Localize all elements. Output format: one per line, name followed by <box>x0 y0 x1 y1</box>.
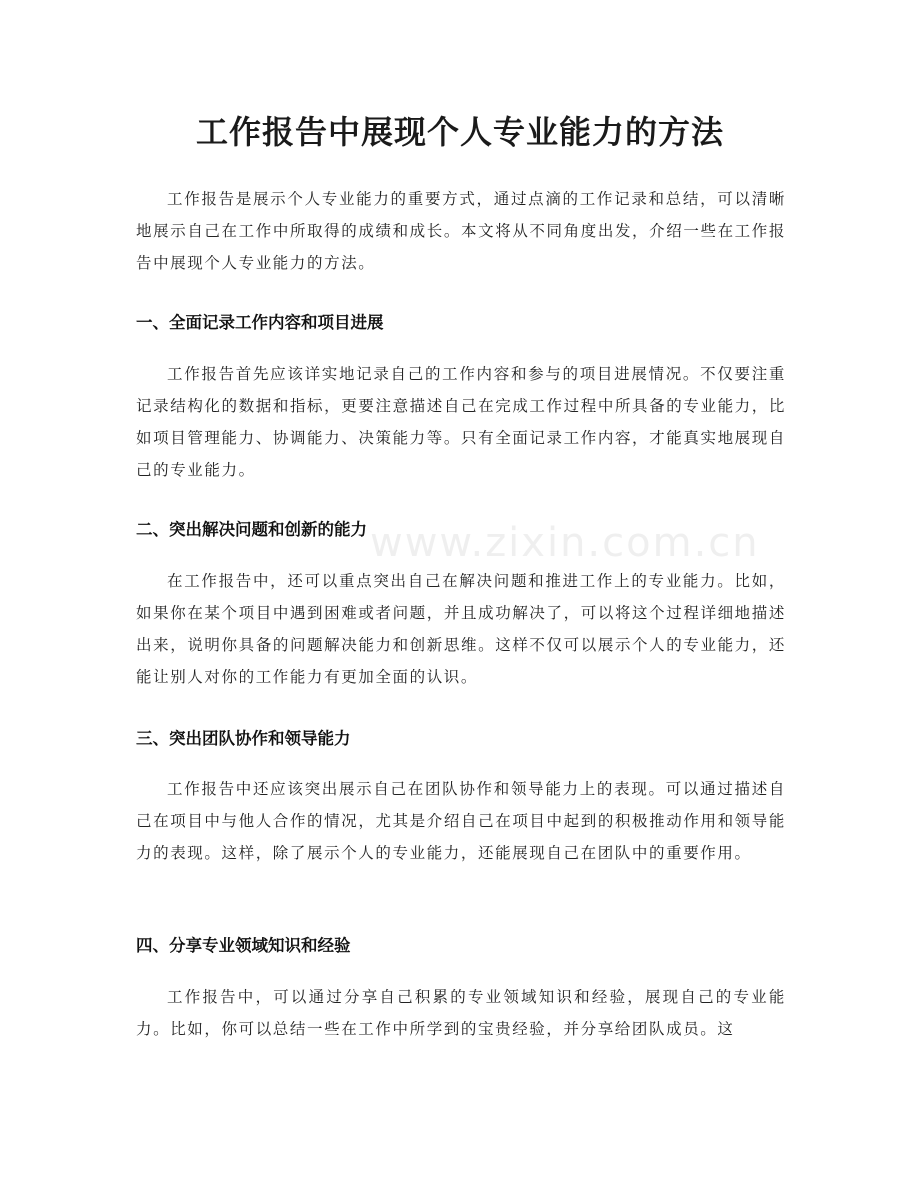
section-body-1: 工作报告首先应该详实地记录自己的工作内容和参与的项目进展情况。不仅要注重记录结构化的数据和指标，更要注意描述自己在完成工作过程中所具备的专业能力，比如项目管理能力、协调能力、决策能力等。只有全面记录工作内容，才能真实地展现自己的专业能力。 <box>136 365 786 479</box>
section-heading-4: 四、分享专业领域知识和经验 <box>136 936 351 955</box>
section-body-3: 工作报告中还应该突出展示自己在团队协作和领导能力上的表现。可以通过描述自己在项目中与他人合作的情况，尤其是介绍自己在项目中起到的积极推动作用和领导能力的表现。这样，除了展示个人的专业能力，还能展现自己在团队中的重要作用。 <box>136 780 786 862</box>
intro-paragraph: 工作报告是展示个人专业能力的重要方式，通过点滴的工作记录和总结，可以清晰地展示自己在工作中所取得的成绩和成长。本文将从不同角度出发，介绍一些在工作报告中展现个人专业能力的方法。 <box>136 190 786 272</box>
section-heading-3: 三、突出团队协作和领导能力 <box>136 729 351 748</box>
section-heading-2: 二、突出解决问题和创新的能力 <box>136 520 367 539</box>
watermark: www.zixin.com.cn <box>370 520 760 566</box>
section-body-2: 在工作报告中，还可以重点突出自己在解决问题和推进工作上的专业能力。比如，如果你在某个项目中遇到困难或者问题，并且成功解决了，可以将这个过程详细地描述出来，说明你具备的问题解决能力和创新思维。这样不仅可以展示个人的专业能力，还能让别人对你的工作能力有更加全面的认识。 <box>136 572 786 686</box>
section-heading-1: 一、全面记录工作内容和项目进展 <box>136 313 384 332</box>
page-title: 工作报告中展现个人专业能力的方法 <box>195 113 724 151</box>
section-body-4: 工作报告中，可以通过分享自己积累的专业领域知识和经验，展现自己的专业能力。比如，你可以总结一些在工作中所学到的宝贵经验，并分享给团队成员。这 <box>136 988 786 1038</box>
